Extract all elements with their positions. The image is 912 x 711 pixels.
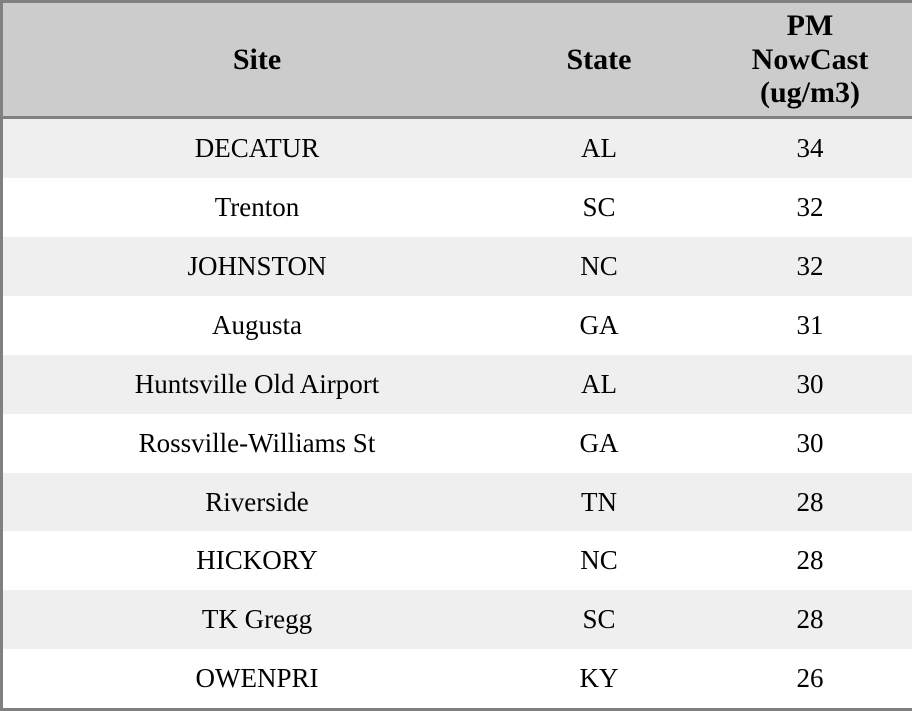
table-row — [3, 649, 912, 708]
cell-state: KY — [511, 649, 687, 708]
cell-state: TN — [511, 473, 687, 532]
table-header-row — [3, 3, 912, 117]
table-row — [3, 414, 912, 473]
cell-state: AL — [511, 355, 687, 414]
cell-value: 30 — [687, 414, 912, 473]
cell-value: 30 — [687, 355, 912, 414]
cell-site: DECATUR — [3, 117, 511, 178]
cell-site: OWENPRI — [3, 649, 511, 708]
table-row — [3, 355, 912, 414]
table-row — [3, 473, 912, 532]
table-body — [3, 117, 912, 708]
cell-value: 28 — [687, 473, 912, 532]
cell-site: Augusta — [3, 296, 511, 355]
cell-site: Trenton — [3, 178, 511, 237]
cell-state: GA — [511, 296, 687, 355]
table-row — [3, 296, 912, 355]
table-row — [3, 178, 912, 237]
table-row — [3, 237, 912, 296]
air-quality-table — [3, 3, 912, 708]
cell-state: NC — [511, 237, 687, 296]
column-header-site: Site — [3, 3, 511, 117]
cell-site: HICKORY — [3, 531, 511, 590]
table-row — [3, 117, 912, 178]
cell-state: SC — [511, 178, 687, 237]
cell-value: 34 — [687, 117, 912, 178]
column-header-state: State — [511, 3, 687, 117]
cell-site: Huntsville Old Airport — [3, 355, 511, 414]
cell-state: AL — [511, 117, 687, 178]
cell-site: TK Gregg — [3, 590, 511, 649]
cell-value: 28 — [687, 590, 912, 649]
table-row — [3, 531, 912, 590]
cell-value: 28 — [687, 531, 912, 590]
cell-state: NC — [511, 531, 687, 590]
column-header-pm-nowcast-line-2: NowCast — [751, 42, 869, 76]
cell-state: GA — [511, 414, 687, 473]
cell-value: 26 — [687, 649, 912, 708]
table-header — [3, 3, 912, 117]
cell-site: Rossville-Williams St — [3, 414, 511, 473]
column-header-pm-nowcast-line-1: PM — [786, 9, 834, 42]
cell-value: 31 — [687, 296, 912, 355]
column-header-pm-nowcast-line-3: (ug/m3) — [760, 76, 860, 110]
cell-site: Riverside — [3, 473, 511, 532]
cell-state: SC — [511, 590, 687, 649]
cell-site: JOHNSTON — [3, 237, 511, 296]
table-row — [3, 590, 912, 649]
cell-value: 32 — [687, 237, 912, 296]
cell-value: 32 — [687, 178, 912, 237]
column-header-pm-nowcast — [687, 3, 912, 117]
